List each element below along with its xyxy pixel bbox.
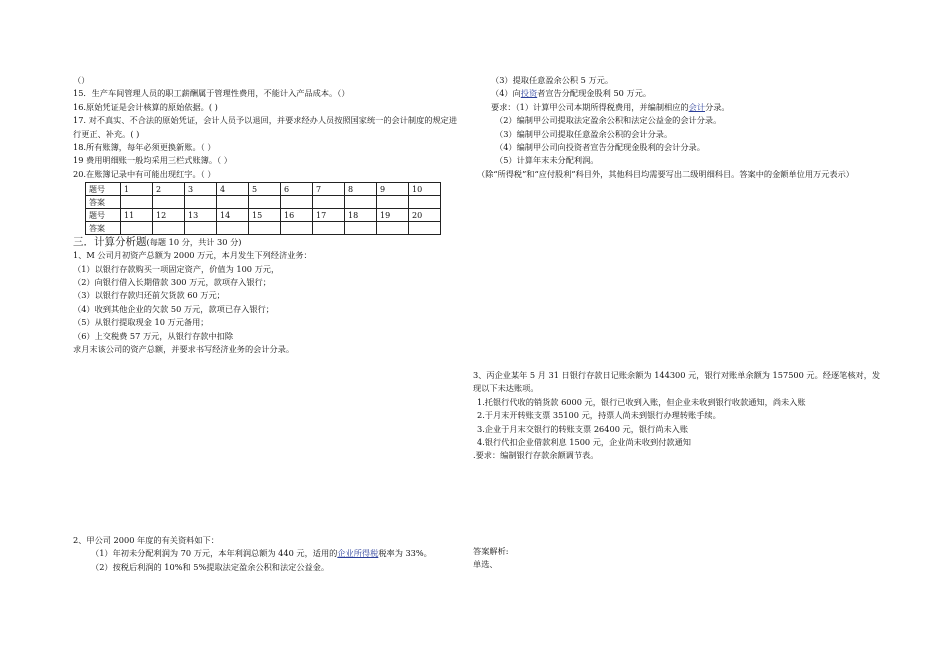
q2-intro: 2、甲公司 2000 年度的有关资料如下： <box>73 535 219 545</box>
question-2 <box>73 534 473 574</box>
left-column <box>73 74 463 357</box>
q3-requirement: .要求：编制银行存款余额调节表。 <box>473 450 599 461</box>
q3-item: 2.于月末开转账支票 35100 元，持票人尚未到银行办理转账手续。 <box>477 410 721 421</box>
answer-cell[interactable] <box>185 196 217 209</box>
answer-cell[interactable] <box>153 196 185 209</box>
table-cell: 12 <box>153 209 185 222</box>
table-cell: 15 <box>249 209 281 222</box>
table-cell: 答案 <box>86 222 121 235</box>
q1-item: （2）向银行借入长期借款 300 万元，款项存入银行； <box>73 277 271 288</box>
table-cell: 答案 <box>86 196 121 209</box>
q2-requirement-text: 要求：（1）计算甲公司本期所得税费用，并编制相应的 <box>491 101 689 112</box>
question-15: 15．生产车间管理人员的职工薪酬属于管理性费用，不能计入产品成本。（） <box>73 88 350 99</box>
question-14-tail: （） <box>73 75 90 85</box>
q1-item: （5）从银行提取现金 10 万元备用； <box>73 317 209 328</box>
section-title: 三．计算分析题 <box>73 236 147 249</box>
answer-cell[interactable] <box>121 222 153 235</box>
table-cell: 11 <box>121 209 153 222</box>
answer-cell[interactable] <box>281 196 313 209</box>
answer-cell[interactable] <box>313 222 345 235</box>
q3-item: 1.托银行代收的销货款 6000 元，银行已收到入账，但企业未收到银行收款通知，尚未入账 <box>477 396 806 407</box>
table-cell: 10 <box>409 183 441 196</box>
section-heading <box>73 236 463 249</box>
investment-link[interactable]: 投资 <box>520 88 538 99</box>
question-16: 16.原始凭证是会计核算的原始依据。( ) <box>73 101 218 112</box>
table-cell: 3 <box>185 183 217 196</box>
q2-item: （2）按税后利润的 10%和 5%提取法定盈余公积和法定公益金。 <box>91 561 330 572</box>
q1-requirement: 求月末该公司的资产总额，并要求书写经济业务的会计分录。 <box>73 344 295 355</box>
answer-cell[interactable] <box>409 196 441 209</box>
table-row <box>86 183 441 196</box>
answer-cell[interactable] <box>121 196 153 209</box>
answer-subtitle: 单选、 <box>473 559 498 570</box>
right-column-top <box>473 74 883 181</box>
answer-cell[interactable] <box>153 222 185 235</box>
q1-intro: 1、M 公司月初资产总额为 2000 万元，本月发生下列经济业务： <box>73 250 312 261</box>
table-cell: 13 <box>185 209 217 222</box>
q3-item: 3.企业于月末交银行的转账支票 26400 元，银行尚未入账 <box>477 423 689 434</box>
table-cell: 16 <box>281 209 313 222</box>
table-cell: 14 <box>217 209 249 222</box>
q2-requirement-text: 分录。 <box>705 101 730 112</box>
q2-item-text: 者宣告分配现金股利 50 万元。 <box>537 88 652 99</box>
income-tax-link[interactable]: 企业所得税 <box>337 548 379 559</box>
answer-cell[interactable] <box>345 196 377 209</box>
q3-item: 4.银行代扣企业借款利息 1500 元，企业尚未收到付款通知 <box>477 437 691 448</box>
q2-item <box>473 87 883 100</box>
answer-cell[interactable] <box>185 222 217 235</box>
q2-note: （除“所得税”和“应付股利”科目外，其他科目均需要写出二级明细科目。答案中的金额单位用万元表示） <box>477 168 854 179</box>
table-cell: 5 <box>249 183 281 196</box>
q1-item: （6）上交税费 57 万元，从银行存款中扣除 <box>73 330 234 341</box>
table-cell: 题号 <box>86 183 121 196</box>
table-cell: 17 <box>313 209 345 222</box>
answer-title: 答案解析: <box>473 546 509 556</box>
question-20: 20.在账簿记录中有可能出现红字。（ ） <box>73 168 216 179</box>
q2-subtask: （3）编制甲公司提取任意盈余公积的会计分录。 <box>495 128 673 139</box>
q1-item: （4）收到其他企业的欠款 50 万元，款项已存入银行； <box>73 303 274 314</box>
q2-requirement <box>473 101 883 114</box>
answer-table <box>85 182 441 235</box>
answer-cell[interactable] <box>217 222 249 235</box>
table-cell: 20 <box>409 209 441 222</box>
answer-cell[interactable] <box>409 222 441 235</box>
table-cell: 1 <box>121 183 153 196</box>
q2-item-text: （1）年初未分配利润为 70 万元，本年利润总额为 440 元，适用的 <box>91 548 338 559</box>
q2-item: （3）提取任意盈余公积 5 万元。 <box>491 75 614 85</box>
accounting-link[interactable]: 会计 <box>688 101 706 112</box>
answer-cell[interactable] <box>249 222 281 235</box>
question-3 <box>473 369 883 463</box>
table-cell: 18 <box>345 209 377 222</box>
table-cell: 题号 <box>86 209 121 222</box>
table-cell: 4 <box>217 183 249 196</box>
table-cell: 19 <box>377 209 409 222</box>
table-row <box>86 209 441 222</box>
q1-item: （3）以银行存款归还前欠货款 60 万元； <box>73 290 225 301</box>
table-cell: 9 <box>377 183 409 196</box>
q2-subtask: （4）编制甲公司向投资者宣告分配现金股利的会计分录。 <box>495 142 705 153</box>
q2-subtask: （5）计算年末未分配利润。 <box>495 155 599 166</box>
answer-cell[interactable] <box>377 222 409 235</box>
table-row <box>86 222 441 235</box>
q3-intro: 3、丙企业某年 5 月 31 日银行存款日记账余额为 144300 元，银行对账单余额为 157500 元。经逐笔核对，发现以下未达账项。 <box>473 370 881 394</box>
table-cell: 8 <box>345 183 377 196</box>
table-cell: 7 <box>313 183 345 196</box>
q2-item-text: （4）向 <box>491 88 521 99</box>
question-18: 18.所有账簿，每年必须更换新账。（ ） <box>73 142 216 153</box>
question-17: 17. 对不真实、不合法的原始凭证，会计人员予以退回，并要求经办人员按照国家统一的会计制度的规定进行更正、补充。( ) <box>73 115 458 139</box>
table-cell: 6 <box>281 183 313 196</box>
answer-cell[interactable] <box>377 196 409 209</box>
q2-item-text: 税率为 33%。 <box>378 548 432 559</box>
table-row <box>86 196 441 209</box>
q1-item: （1）以银行存款购买一项固定资产，价值为 100 万元， <box>73 263 280 274</box>
answer-cell[interactable] <box>281 222 313 235</box>
answer-section <box>473 545 773 572</box>
section-score-note: (每题 10 分，共计 30 分) <box>146 237 242 248</box>
answer-cell[interactable] <box>249 196 281 209</box>
q2-item <box>73 547 473 560</box>
answer-cell[interactable] <box>217 196 249 209</box>
answer-cell[interactable] <box>345 222 377 235</box>
q2-subtask: （2）编制甲公司提取法定盈余公积和法定公益金的会计分录。 <box>495 115 722 126</box>
table-cell: 2 <box>153 183 185 196</box>
question-19: 19 费用明细账一般均采用三栏式账簿。（ ） <box>73 155 232 166</box>
answer-cell[interactable] <box>313 196 345 209</box>
